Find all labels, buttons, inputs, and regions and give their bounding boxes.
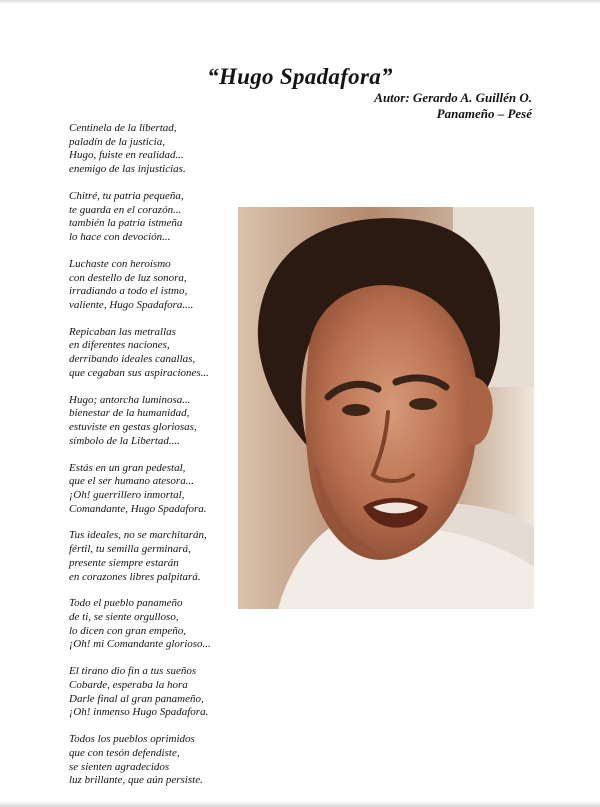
poem-line: irradiando a todo el istmo,	[69, 285, 188, 298]
poem-body	[69, 122, 239, 801]
poem-line: presente siempre estarán	[69, 556, 179, 569]
poem-line: Tus ideales, no se marchitarán,	[69, 529, 207, 542]
poem-line: fértil, tu semilla germinará,	[69, 543, 191, 556]
author-block	[374, 90, 532, 122]
poem-line: ¡Oh! guerrillero inmortal,	[69, 488, 185, 501]
scan-edge-bottom	[0, 801, 600, 807]
poem-line: valiente, Hugo Spadafora....	[69, 298, 194, 311]
poem-line: enemigo de las injusticias.	[69, 163, 186, 176]
poem-line: Hugo, fuiste en realidad...	[69, 149, 184, 162]
poem-stanza	[69, 394, 239, 449]
poem-line: en corazones libres palpitará.	[69, 570, 201, 583]
poem-stanza	[69, 258, 239, 313]
scan-edge-top	[0, 0, 600, 4]
poem-line: Repicaban las metrallas	[69, 325, 176, 338]
poem-line: Comandante, Hugo Spadafora.	[69, 502, 207, 515]
poem-line: se sienten agradecidos	[69, 760, 170, 773]
poem-stanza	[69, 597, 239, 652]
poem-line: ¡Oh! inmenso Hugo Spadafora.	[69, 706, 209, 719]
poem-line: que el ser humano atesora...	[69, 475, 194, 488]
poem-stanza	[69, 665, 239, 720]
origin-line: Panameño – Pesé	[436, 106, 532, 121]
poem-line: bienestar de la humanidad,	[69, 407, 190, 420]
poem-line: que con tesón defendiste,	[69, 746, 180, 759]
poem-line: lo hace con devoción...	[69, 231, 171, 244]
poem-stanza	[69, 462, 239, 517]
poem-line: también la patria istmeña	[69, 217, 183, 230]
poem-line: lo dicen con gran empeño,	[69, 624, 186, 637]
poem-stanza	[69, 326, 239, 381]
poem-stanza	[69, 733, 239, 788]
poem-line: Cobarde, esperaba la hora	[69, 678, 188, 691]
poem-line: paladín de la justicia,	[69, 135, 165, 148]
poem-line: símbolo de la Libertad....	[69, 434, 180, 447]
poem-line: Todo el pueblo panameño	[69, 597, 183, 610]
poem-line: Hugo; antorcha luminosa...	[69, 393, 191, 406]
portrait-photo	[238, 207, 534, 609]
portrait-illustration	[238, 207, 534, 609]
poem-title: “Hugo Spadafora”	[207, 64, 393, 89]
poem-stanza	[69, 190, 239, 245]
poem-line: te guarda en el corazón...	[69, 203, 182, 216]
author-line: Autor: Gerardo A. Guillén O.	[374, 90, 532, 105]
poem-line: Estás en un gran pedestal,	[69, 461, 186, 474]
poem-line: en diferentes naciones,	[69, 339, 170, 352]
poem-line: Chitré, tu patria pequeña,	[69, 189, 184, 202]
poem-line: Todos los pueblos oprimidos	[69, 733, 195, 746]
poem-line: estuviste en gestas gloriosas,	[69, 421, 197, 434]
poem-stanza	[69, 122, 239, 177]
poem-line: ¡Oh! mi Comandante glorioso...	[69, 638, 211, 651]
poem-line: luz brillante, que aún persiste.	[69, 774, 203, 787]
poem-line: derribando ideales canallas,	[69, 353, 196, 366]
poem-line: Luchaste con heroísmo	[69, 257, 171, 270]
poem-line: con destello de luz sonora,	[69, 271, 187, 284]
poem-line: de ti, se siente orgulloso,	[69, 611, 179, 624]
poem-line: Centinela de la libertad,	[69, 122, 177, 134]
poem-line: El tirano dio fin a tus sueños	[69, 665, 197, 678]
poem-line: que cegaban sus aspiraciones...	[69, 366, 209, 379]
poem-line: Darle final al gran panameño,	[69, 692, 204, 705]
poem-stanza	[69, 529, 239, 584]
